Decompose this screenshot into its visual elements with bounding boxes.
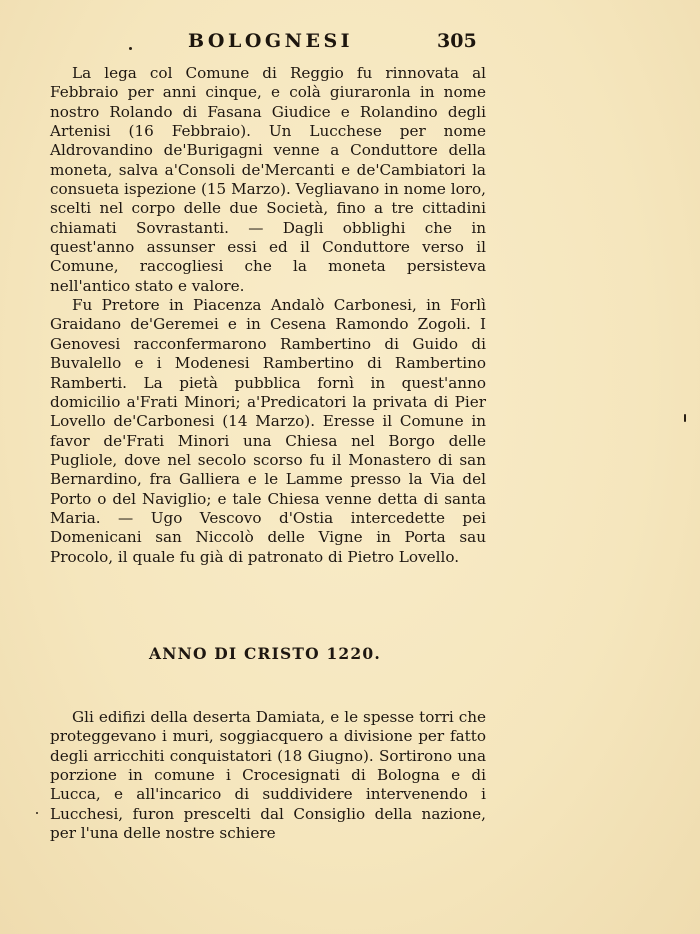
- running-head-title: BOLOGNESI: [188, 30, 354, 52]
- paragraph: Gli edifizi della deserta Damiata, e le spesse torri che proteggevano i muri, soggiacquero a divisione per fatto degli arricchiti conquistatori (18 Giugno). Sortirono una porzione in comune i Crocesignati di Bologna e di Lucca, e all'incarico di suddividere intervenendo i Lucchesi, furon prescelti dal Consiglio della nazione, per l'una delle nostre schiere: [50, 708, 486, 843]
- text-block-before-heading: [50, 64, 486, 567]
- ink-speck: [684, 414, 686, 422]
- text-block-after-heading: [50, 708, 486, 843]
- section-heading: ANNO DI CRISTO 1220.: [149, 644, 381, 663]
- paragraph: La lega col Comune di Reggio fu rinnovata al Febbraio per anni cinque, e colà giuraronla in nome nostro Rolando di Fasana Giudice e Rolandino degli Artenisi (16 Febbraio). Un Lucchese per nome Aldrovandino de'Burigagni venne a Conduttore della moneta, salva a'Consoli de'Mercanti e de'Cambiatori la consueta ispezione (15 Marzo). Vegliavano in nome loro, scelti nel corpo delle due Società, fino a tre cittadini chiamati Sovrastanti. — Dagli obblighi che in quest'anno assunser essi ed il Conduttore verso il Comune, raccogliesi che la moneta persisteva nell'antico stato e valore.: [50, 64, 486, 295]
- running-head: [0, 30, 700, 54]
- ink-speck: [129, 47, 132, 50]
- paragraph: Fu Pretore in Piacenza Andalò Carbonesi, in Forlì Graidano de'Geremei e in Cesena Ramondo Zogoli. I Genovesi racconfermarono Rambertino di Guido di Buvalello e i Modenesi Rambertino di Rambertino Ramberti. La pietà pubblica fornì in quest'anno domicilio a'Frati Minori; a'Predicatori la privata di Pier Lovello de'Carbonesi (14 Marzo). Eresse il Comune in favor de'Frati Minori una Chiesa nel Borgo delle Pugliole, dove nel secolo scorso fu il Monastero di san Bernardino, fra Galliera e le Lamme presso la Via del Porto o del Naviglio; e tale Chiesa venne detta di santa Maria. — Ugo Vescovo d'Ostia intercedette pei Domenicani san Niccolò delle Vigne in Porta sau Procolo, il quale fu già di patronato di Pietro Lovello.: [50, 296, 486, 566]
- ink-speck: [36, 812, 38, 814]
- page-number: 305: [437, 30, 477, 52]
